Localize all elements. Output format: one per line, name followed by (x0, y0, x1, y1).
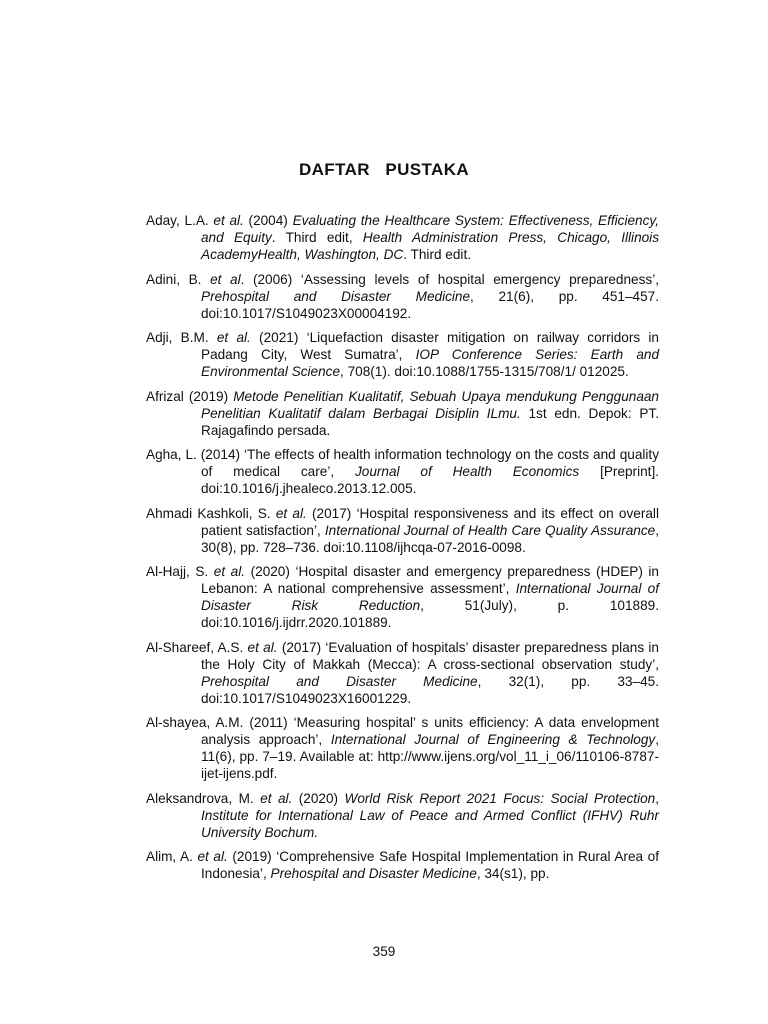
reference-italic-text: et al. (197, 849, 228, 864)
reference-italic-text: Prehospital and Disaster Medicine (201, 288, 471, 304)
reference-text: (2020) ‘Hospital disaster and emergency preparedness (HDEP) in Lebanon: A national comprehensive assessment’, (201, 564, 659, 596)
reference-entry (146, 446, 659, 497)
reference-text: , 51(July), p. 101889. doi:10.1016/j.ijdrr.2020.101889. (201, 598, 659, 630)
reference-text: (2019) ‘Comprehensive Safe Hospital Implementation in Rural Area of Indonesia’, (201, 849, 659, 881)
reference-italic-text: International Journal of Engineering & Technology (330, 732, 656, 747)
reference-text: Ahmadi Kashkoli, S. (146, 505, 276, 521)
reference-italic-text: et al. (260, 790, 293, 806)
reference-text: (2021) ‘Liquefaction disaster mitigation on railway corridors in Padang City, West Sumatra’, (201, 330, 659, 362)
reference-entry (146, 714, 659, 782)
reference-text: (2020) (292, 790, 345, 806)
reference-text: Afrizal (2019) (146, 388, 234, 404)
reference-italic-text: Prehospital and Disaster Medicine (201, 673, 478, 689)
reference-text: Al-Shareef, A.S. (146, 639, 248, 655)
reference-text: Adini, B. (146, 271, 211, 287)
reference-text: . (2006) ‘Assessing levels of hospital emergency preparedness’, (240, 271, 659, 287)
reference-text: (2017) ‘Hospital responsiveness and its effect on overall patient satisfaction’, (201, 505, 659, 538)
reference-text: Agha, L. (2014) ‘The effects of health information technology on the costs and quality of medical care’, (146, 447, 659, 479)
reference-text: , 30(8), pp. 728–736. doi:10.1108/ijhcqa-07-2016-0098. (201, 522, 659, 555)
reference-italic-text: et al. (213, 564, 246, 579)
reference-italic-text: et al. (216, 330, 251, 345)
reference-entry (146, 790, 659, 841)
reference-text: , 708(1). doi:10.1088/1755-1315/708/1/ 012025. (340, 364, 629, 379)
reference-text: , 11(6), pp. 7–19. Available at: http://www.ijens.org/vol_11_i_06/110106-8787-ijet-ijens.pdf. (201, 732, 659, 781)
reference-italic-text: et al. (275, 505, 307, 521)
reference-italic-text: International Journal of Health Care Quality Assurance (324, 522, 656, 538)
reference-entry (146, 212, 659, 263)
page-title: DAFTAR PUSTAKA (298, 160, 470, 179)
reference-italic-text: Journal of Health Economics (354, 464, 580, 479)
page-number: 359 (372, 944, 396, 959)
reference-italic-text: International Journal of Disaster Risk Reduction (201, 581, 659, 613)
reference-text: Al-Hajj, S. (146, 564, 214, 579)
reference-text: . Third edit, (271, 230, 363, 245)
reference-text: , 32(1), pp. 33–45. doi:10.1017/S1049023X16001229. (201, 673, 659, 706)
reference-text: , 34(s1), pp. (476, 866, 550, 881)
reference-text: Aleksandrova, M. (146, 790, 261, 806)
reference-text: , (655, 790, 660, 806)
reference-italic-text: Institute for International Law of Peace and Armed Conflict (IFHV) Ruhr University Bochum. (201, 807, 659, 840)
reference-italic-text: World Risk Report 2021 Focus: Social Protection (344, 790, 656, 806)
reference-italic-text: et al. (247, 639, 278, 655)
reference-entry (146, 388, 659, 439)
reference-italic-text: Metode Penelitian Kualitatif, Sebuah Upaya mendukung Penggunaan Penelitian Kualitatif dalam Berbagai Disiplin ILmu. (201, 388, 659, 421)
reference-italic-text: IOP Conference Series: Earth and Environmental Science (201, 347, 660, 379)
reference-text: (2004) (243, 213, 293, 228)
reference-text: Aday, L.A. (146, 213, 214, 228)
reference-text: [Preprint]. doi:10.1016/j.jhealeco.2013.12.005. (201, 464, 659, 496)
reference-entry (146, 639, 659, 707)
reference-italic-text: et al. (213, 213, 244, 228)
reference-list (146, 212, 659, 890)
reference-entry (146, 848, 659, 882)
reference-text: Al-shayea, A.M. (2011) ‘Measuring hospital’ s units efficiency: A data envelopment analysis approach’, (146, 715, 659, 747)
reference-entry (146, 563, 659, 631)
reference-entry (146, 505, 659, 556)
reference-text: Alim, A. (146, 849, 198, 864)
reference-italic-text: Health Administration Press, Chicago, Illinois AcademyHealth, Washington, DC (201, 230, 659, 262)
reference-text: 1st edn. Depok: PT. Rajagafindo persada. (201, 405, 659, 438)
reference-italic-text: Evaluating the Healthcare System: Effectiveness, Efficiency, and Equity (201, 213, 659, 245)
reference-text: . Third edit. (403, 247, 471, 262)
reference-entry (146, 271, 659, 322)
reference-italic-text: et al (210, 271, 241, 287)
reference-text: Adji, B.M. (146, 330, 217, 345)
reference-entry (146, 329, 659, 380)
reference-italic-text: Prehospital and Disaster Medicine (270, 866, 477, 881)
reference-text: (2017) ‘Evaluation of hospitals’ disaster preparedness plans in the Holy City of Makkah (Mecca): A cross-sectional observation study’, (201, 639, 659, 672)
reference-text: , 21(6), pp. 451–457. doi:10.1017/S1049023X00004192. (201, 288, 659, 321)
